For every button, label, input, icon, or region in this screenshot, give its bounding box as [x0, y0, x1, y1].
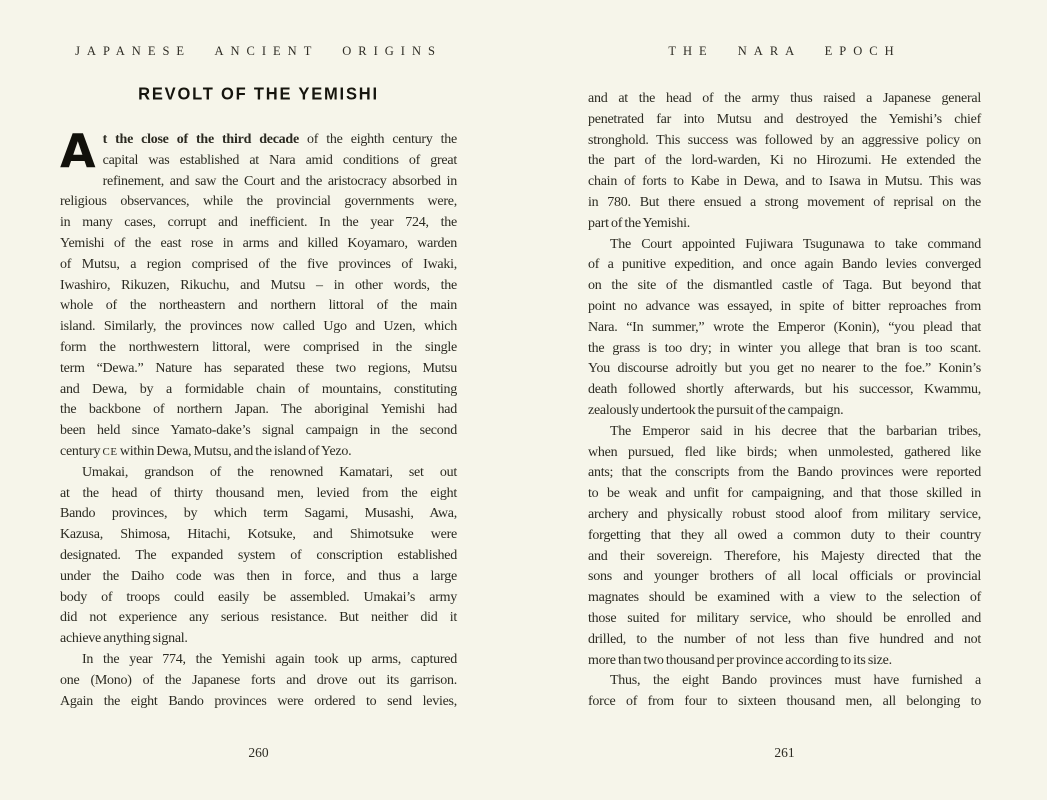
text-line: in many cases, corrupt and inefficient. In the year 724, the: [60, 215, 457, 231]
text-line: did not experience any serious resistance. But neither did it: [60, 610, 457, 626]
text-line: archery and physically robust stood aloof from military service,: [588, 506, 981, 522]
text-line: sons and younger brothers of all local officials or provincial: [588, 569, 981, 585]
text-line: under the Daiho code was then in force, and thus a large: [60, 568, 457, 584]
text-line: when pursued, fled like birds; when unmolested, gathered like: [588, 444, 981, 460]
text-line: magnates should be examined with a view to the selection of: [588, 590, 981, 606]
text-line: Umakai, grandson of the renowned Kamatari, set out: [82, 464, 457, 480]
text-line: You discourse adroitly but you get no nearer to the foe.” Konin’s: [588, 361, 981, 377]
text-line: capital was established at Nara amid conditions of great: [102, 152, 457, 168]
text-line: one (Mono) of the Japanese forts and drove out its garrison.: [60, 672, 457, 688]
text-line: more than two thousand per province according to its size.: [588, 652, 892, 668]
text-line: body of troops could easily be assembled. Umakai’s army: [60, 589, 457, 605]
text-line: achieve anything signal.: [60, 631, 188, 647]
text-line: zealously undertook the pursuit of the campaign.: [588, 402, 844, 418]
text-line: of a punitive expedition, and once again Bando levies converged: [588, 257, 981, 273]
drop-cap: A: [60, 124, 96, 178]
text-line: in 780. But there ensued a strong movement of reprisal on the: [588, 194, 981, 210]
text-line: religious observances, while the provincial governments were,: [60, 194, 457, 210]
text-line: term “Dewa.” Nature has separated these two regions, Mutsu: [60, 360, 457, 376]
running-header-left: JAPANESE ANCIENT ORIGINS: [75, 44, 442, 58]
text-line: designated. The expanded system of conscription established: [60, 547, 457, 563]
text-line: Bando provinces, by which term Sagami, Musashi, Awa,: [60, 506, 457, 522]
text-line: to be weak and unfit for campaigning, and that those skilled in: [588, 486, 981, 502]
page-number-right: 261: [774, 745, 795, 760]
text-line: The Emperor said in his decree that the barbarian tribes,: [610, 423, 981, 439]
text-line: whole of the northeastern and northern littoral of the main: [60, 298, 457, 314]
text-line: of Mutsu, a region comprised of the five provinces of Iwaki,: [60, 256, 457, 272]
chapter-title: REVOLT OF THE YEMISHI: [138, 84, 379, 104]
text-line: drilled, to the number of not less than five hundred and not: [588, 631, 981, 647]
text-line: Kazusa, Shimosa, Hitachi, Kotsuke, and Shimotsuke were: [60, 527, 457, 543]
text-line: refinement, and saw the Court and the aristocracy absorbed in: [102, 173, 457, 189]
text-line: t the close of the third decade of the eighth century the: [102, 132, 458, 147]
paragraph: [60, 463, 457, 650]
text-line: on the site of the dismantled castle of Taga. But beyond that: [588, 278, 981, 294]
text-line: part of the Yemishi.: [588, 215, 691, 231]
text-line: and their sovereign. Therefore, his Majesty directed that the: [588, 548, 981, 564]
text-line: chain of forts to Kabe in Dewa, and to Isawa in Mutsu. This was: [588, 174, 981, 190]
text-line: forgetting that they all owed a common duty to their country: [588, 527, 981, 543]
text-line: Nara. “In summer,” wrote the Emperor (Konin), “you plead that: [588, 319, 981, 335]
paragraph: [588, 422, 981, 672]
left-page: [60, 0, 457, 800]
text-line: those suited for military service, who should be enrolled and: [588, 610, 981, 626]
body-text: [60, 124, 458, 712]
text-line: the backbone of northern Japan. The aboriginal Yemishi had: [60, 402, 457, 418]
text-line: at the head of thirty thousand men, levied from the eight: [60, 485, 457, 501]
text-line: In the year 774, the Yemishi again took up arms, captured: [82, 651, 457, 667]
smallcaps-text: CE: [102, 445, 118, 458]
text-line: been held since Yamato-dake’s signal campaign in the second: [60, 423, 457, 439]
text-line: penetrated far into Mutsu and destroyed the Yemishi’s chief: [588, 111, 981, 127]
paragraph: [588, 671, 981, 713]
body-text: [588, 89, 981, 713]
text-line: ants; that the conscripts from the Bando provinces were reported: [588, 465, 981, 481]
text-line: The Court appointed Fujiwara Tsugunawa to take command: [610, 236, 981, 252]
text-line: Iwashiro, Rikuzen, Rikuchu, and Mutsu – in other words, the: [60, 277, 457, 293]
running-header-right: THE NARA EPOCH: [668, 44, 901, 58]
text-line: Again the eight Bando provinces were ordered to send levies,: [60, 693, 457, 709]
right-page: [588, 0, 981, 800]
bold-lead-text: t the close of the third decade: [102, 132, 299, 147]
text-line: and Dewa, by a formidable chain of mountains, constituting: [60, 381, 457, 397]
paragraph: [60, 124, 458, 463]
text-line: death followed shortly afterwards, but his successor, Kwammu,: [588, 382, 981, 398]
text-line: the part of the lord-warden, Ki no Hirozumi. He extended the: [588, 153, 981, 169]
text-line: stronghold. This success was followed by an aggressive policy on: [588, 132, 981, 148]
text-line: island. Similarly, the provinces now called Ugo and Uzen, which: [60, 319, 457, 335]
text-line: century CE within Dewa, Mutsu, and the island of Yezo.: [60, 443, 352, 459]
text-line: form the northwestern littoral, were comprised in the single: [60, 339, 457, 355]
text-line: point no advance was essayed, in spite of bitter reproaches from: [588, 298, 981, 314]
paragraph: [588, 89, 981, 235]
text-line: Yemishi of the east rose in arms and killed Koyamaro, warden: [60, 235, 457, 251]
paragraph: [60, 650, 457, 712]
text-line: and at the head of the army thus raised a Japanese general: [588, 91, 981, 106]
text-line: Thus, the eight Bando provinces must have furnished a: [610, 673, 981, 689]
paragraph: [588, 235, 981, 422]
page-number-left: 260: [248, 745, 269, 760]
text-line: the grass is too dry; in winter you allege that bran is too scant.: [588, 340, 981, 356]
text-line: force of from four to sixteen thousand men, all belonging to: [588, 694, 981, 710]
